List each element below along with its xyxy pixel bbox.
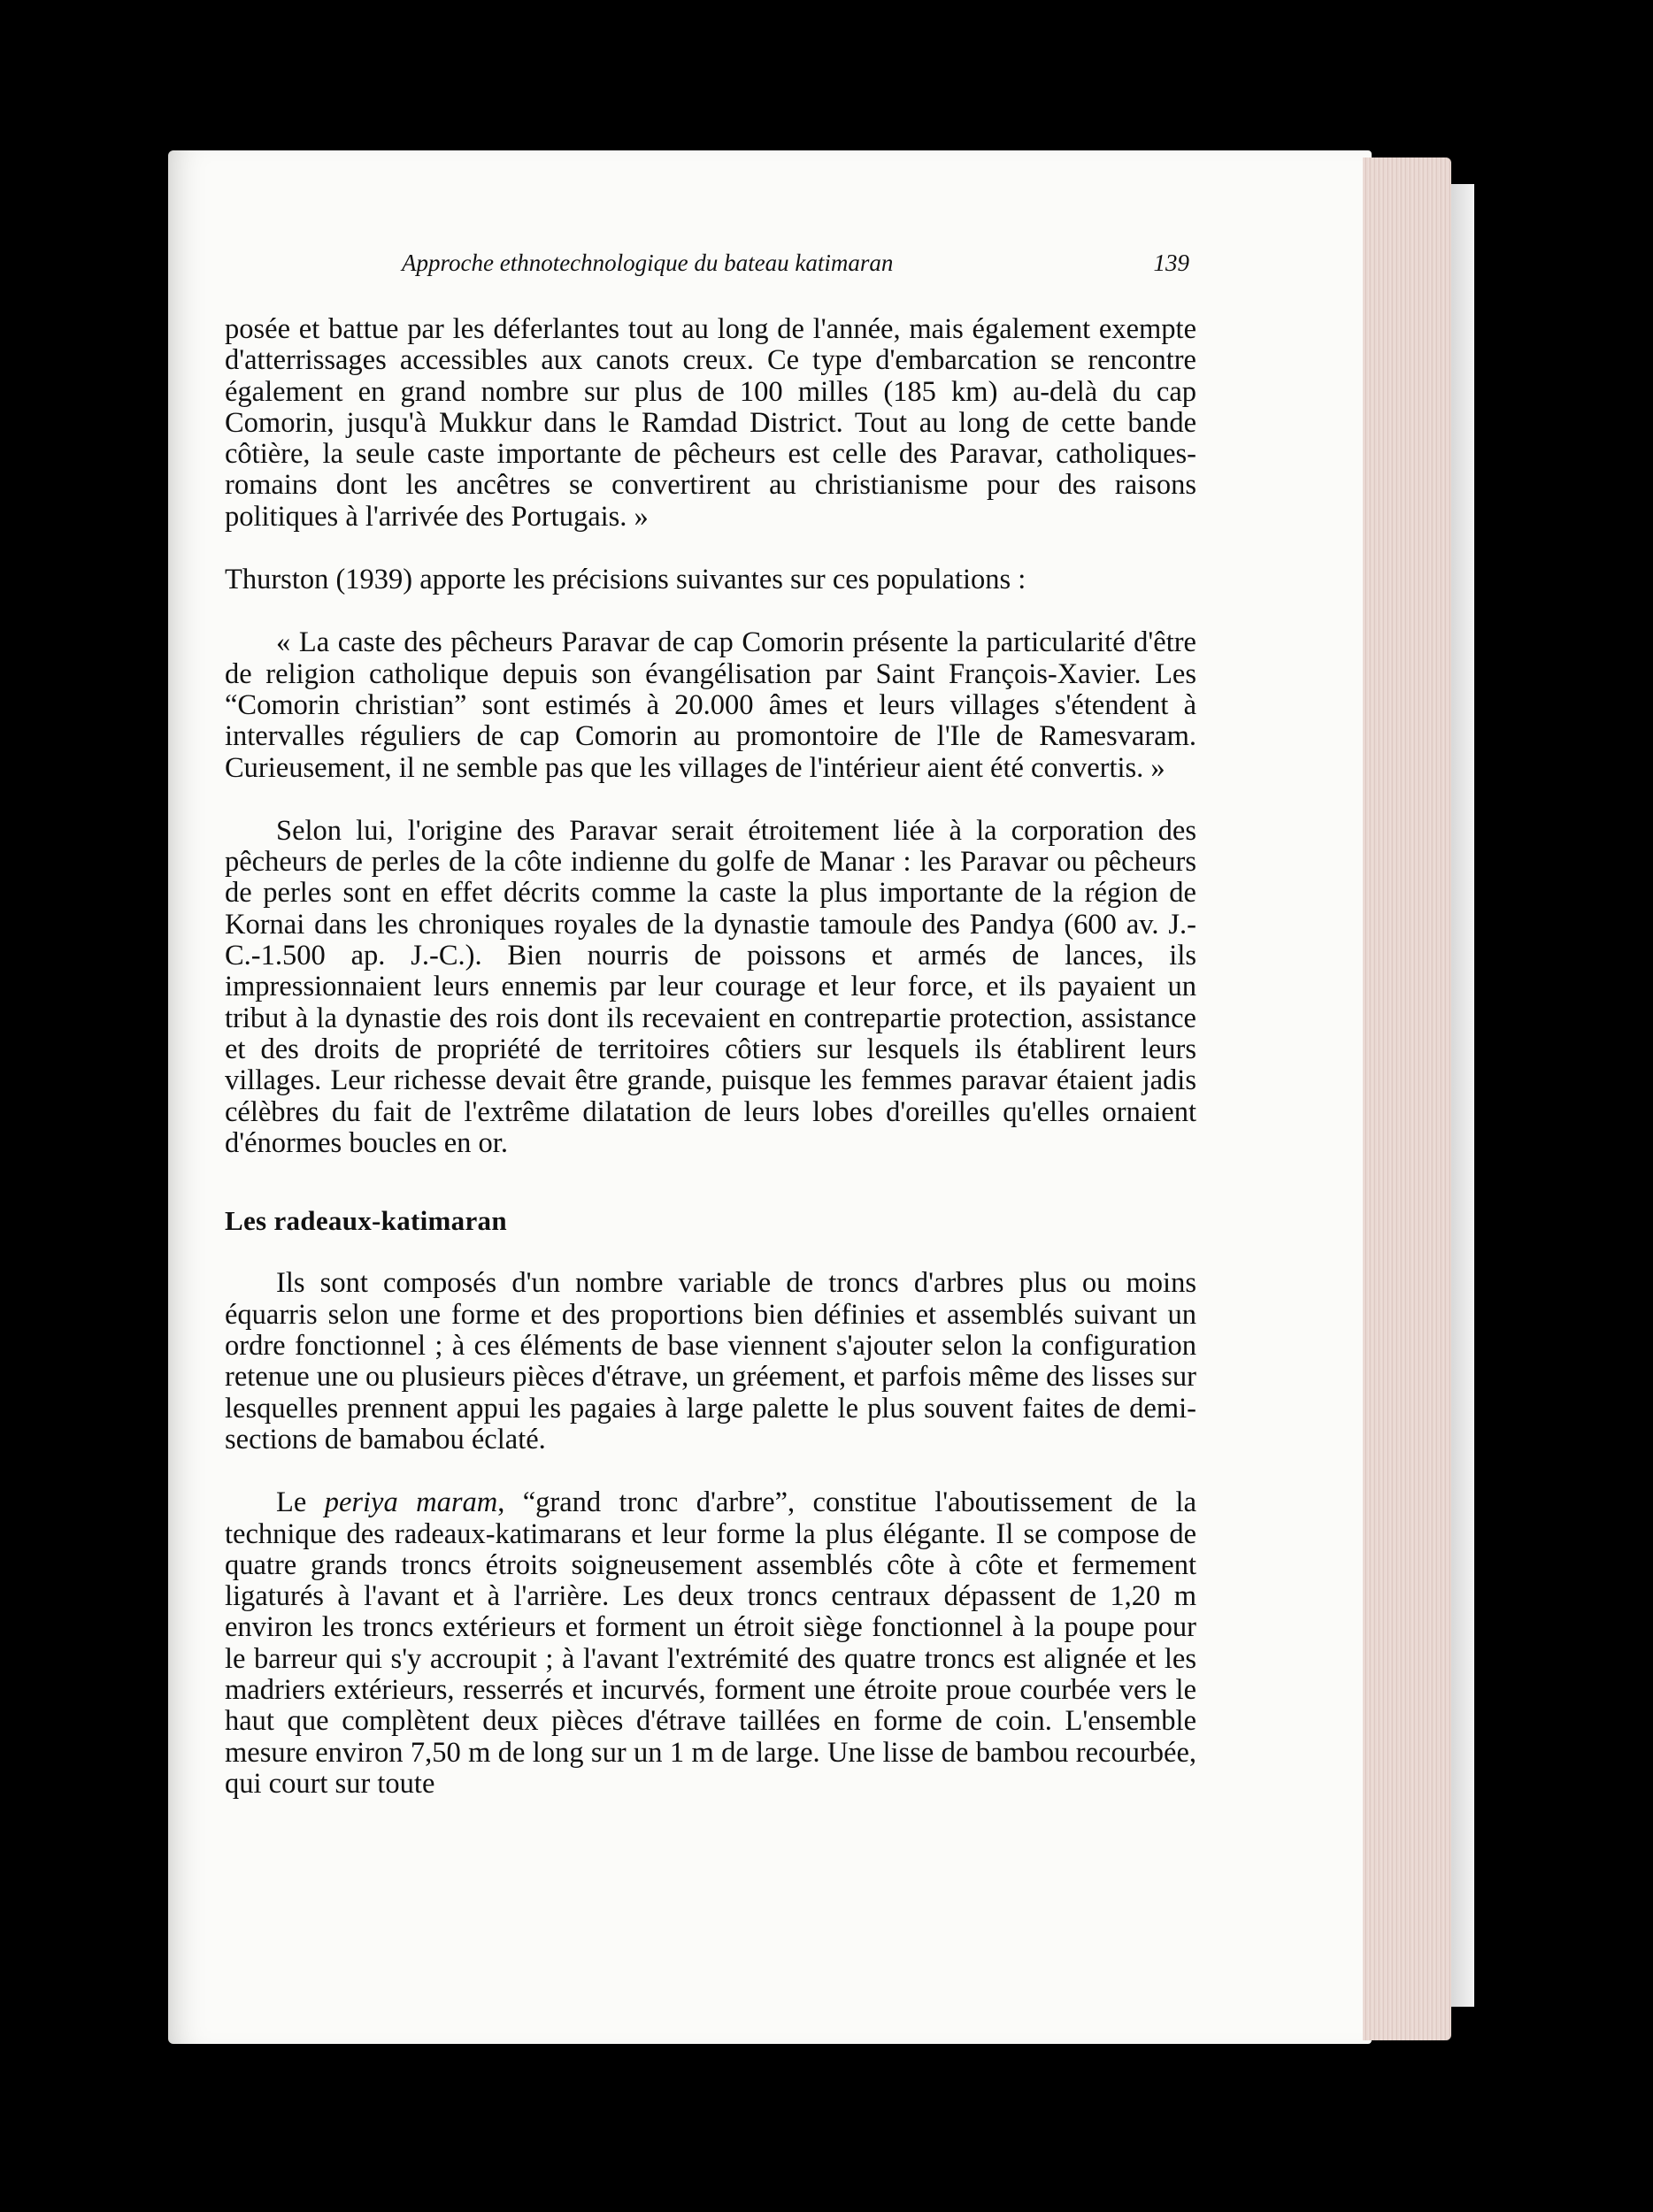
paragraph-1: posée et battue par les déferlantes tout au long de l'année, mais également exempte d'atterrissages accessibles aux canots creux. Ce type d'embarcation se rencontre également en grand nombre sur plus de 100 milles (185 km) au-delà du cap Comorin, jusqu'à Mukkur dans le Ramdad District. Tout au long de cette bande côtière, la seule caste importante de pêcheurs est celle des Paravar, catholiques-romains dont les ancêtres se convertirent au christianisme pour des raisons politiques à l'arrivée des Portugais. » [225, 313, 1196, 533]
paragraph-4: Selon lui, l'origine des Paravar serait étroitement liée à la corporation des pêcheurs de perles de la côte indienne du golfe de Manar : les Paravar ou pêcheurs de perles sont en effet décrits comme la caste la plus importante de la région de Kornai dans les chroniques royales de la dynastie tamoule des Pandya (600 av. J.-C.-1.500 ap. J.-C.). Bien nourris de poissons et armés de lances, ils impressionnaient leurs ennemis par leur courage et leur force, et ils payaient un tribut à la dynastie des rois dont ils recevaient en contrepartie protection, assistance et des droits de propriété de territoires côtiers sur lesquels ils établirent leurs villages. Leur richesse devait être grande, puisque les femmes paravar étaient jadis célèbres du fait de l'extrême dilatation de leurs lobes d'oreilles qu'elles ornaient d'énormes boucles en or. [225, 814, 1196, 1159]
page-number: 139 [1153, 250, 1189, 276]
paragraph-6-term: periya maram [324, 1486, 498, 1519]
body-text [225, 314, 1196, 1800]
paragraph-6 [225, 1487, 1196, 1800]
running-title: Approche ethnotechnologique du bateau katimaran [402, 250, 894, 276]
paragraph-2: Thurston (1939) apporte les précisions suivantes sur ces populations : [225, 564, 1026, 596]
quote-paragraph: « La caste des pêcheurs Paravar de cap Comorin présente la particularité d'être de religion catholique depuis son évangélisation par Saint François-Xavier. Les “Comorin christian” sont estimés à 20.000 âmes et leurs villages s'étendent à intervalles réguliers de cap Comorin au promontoire de l'Ile de Ramesvaram. Curieusement, il ne semble pas que les villages de l'intérieur aient été convertis. » [225, 626, 1196, 784]
paragraph-6-rest: , “grand tronc d'arbre”, constitue l'aboutissement de la technique des radeaux-katimarans et leur forme la plus élégante. Il se compose de quatre grands troncs étroits soigneusement assemblés côte à côte et fermement ligaturés à l'avant et à l'arrière. Les deux troncs centraux dépassent de 1,20 m environ les troncs extérieurs et forment un étroit siège fonctionnel à la poupe pour le barreur qui s'y accroupit ; à l'avant l'extrémité des quatre troncs est alignée et les madriers extérieurs, resserrés et incurvés, forment une étroite proue courbée vers le haut que complètent deux pièces d'étrave taillées en forme de coin. L'ensemble mesure environ 7,50 m de long sur un 1 m de large. Une lisse de bambou recourbée, qui court sur toute [225, 1486, 1196, 1800]
page-edges [1363, 157, 1451, 2040]
paragraph-5: Ils sont composés d'un nombre variable de troncs d'arbres plus ou moins équarris selon une forme et des proportions bien définies et assemblés suivant un ordre fonctionnel ; à ces éléments de base viennent s'ajouter selon la configuration retenue une ou plusieurs pièces d'étrave, un gréement, et parfois même des lisses sur lesquelles prennent appui les pagaies à large palette le plus souvent faites de demi-sections de bamabou éclaté. [225, 1267, 1196, 1455]
section-heading: Les radeaux-katimaran [225, 1205, 507, 1237]
paragraph-6-lead: Le [276, 1486, 325, 1519]
running-header [402, 250, 1189, 285]
